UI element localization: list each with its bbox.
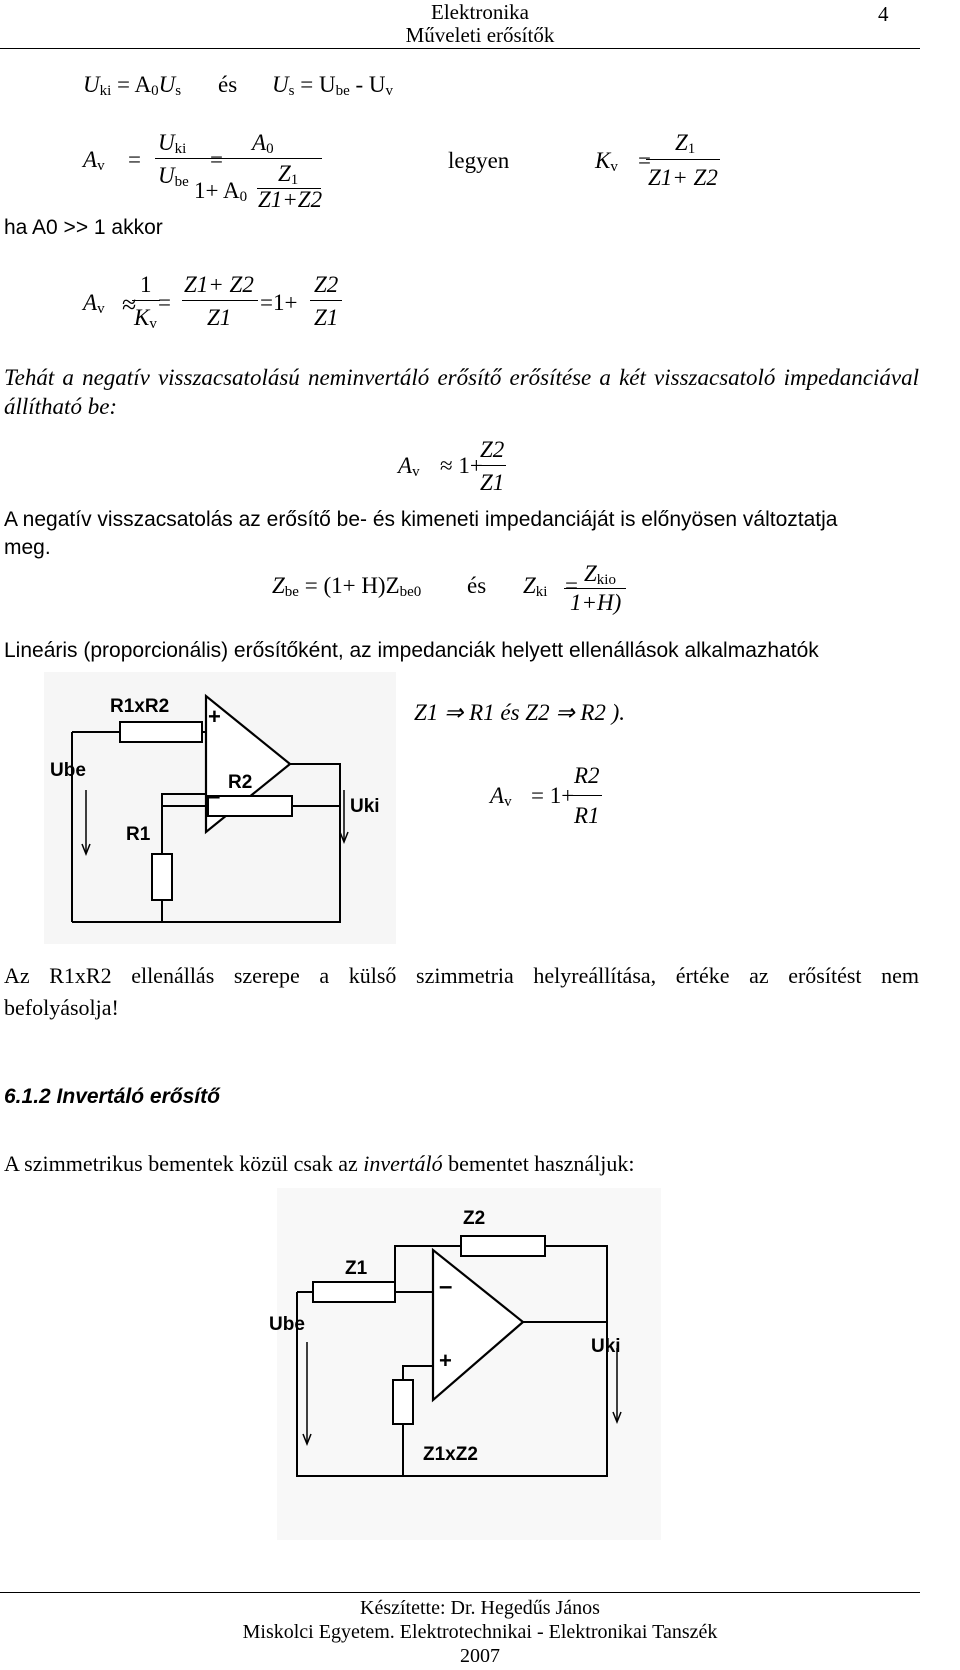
footer-institution: Miskolci Egyetem. Elektrotechnikai - Elektronikai Tanszék	[242, 1621, 718, 1643]
eq-av2-numerator: Z2	[480, 437, 505, 462]
resistor-r1xr2	[120, 722, 202, 742]
impedance-z2	[461, 1236, 545, 1256]
label-uki: Uki	[350, 796, 380, 817]
impedance-z1xz2	[393, 1380, 413, 1424]
page-number: 4	[878, 2, 889, 26]
frac1-denominator: $U_{be}$	[158, 163, 189, 190]
eq-zki-line	[564, 588, 626, 589]
eq-r-denominator: R1	[574, 803, 600, 828]
approx-av: $A_v$	[83, 290, 105, 317]
eq-av2-denominator: Z1	[480, 470, 505, 495]
eq-av2-rhs: ≈ 1+	[440, 453, 483, 478]
equals-sign-1: =	[128, 147, 141, 172]
impedance-z1	[313, 1282, 395, 1302]
eq-z-es: és	[467, 573, 487, 598]
frac2-numerator: $A_0$	[252, 130, 274, 157]
label-r1: R1	[126, 824, 151, 845]
approx-frac2-line	[182, 300, 258, 301]
equation-uki: $U_{ki} = A_0U_s$	[83, 72, 182, 99]
paragraph-gain-summary: Tehát a negatív visszacsatolású neminvertáló erősítő erősítése a két visszacsatoló impedanciával állítható be:	[4, 365, 919, 419]
frac1-numerator: $U_{ki}$	[158, 130, 187, 157]
eq-zki-numerator: $Z_{kio}$	[584, 561, 616, 588]
header-rule	[0, 48, 920, 49]
eq-zki: $Z_{ki}$	[523, 573, 548, 600]
equals-sign-2: =	[210, 147, 223, 172]
eq-r-lhs: $A_v$	[490, 783, 512, 810]
kv-denominator: Z1+ Z2	[648, 165, 718, 190]
paragraph-symmetry-line2: befolyásolja!	[4, 995, 119, 1020]
footer-year: 2007	[460, 1645, 500, 1667]
legyen-word: legyen	[448, 148, 510, 173]
circuit-noninverting	[44, 672, 396, 944]
kv-line	[646, 159, 720, 160]
approx-frac3-numerator: Z2	[314, 272, 339, 297]
approx-symbol: ≈	[122, 290, 137, 319]
label-minus-2: –	[439, 1273, 453, 1300]
frac2-line	[192, 158, 322, 159]
header-subtitle: Műveleti erősítők	[405, 23, 555, 47]
label-minus: –	[207, 783, 221, 810]
circuit-inverting	[269, 1188, 661, 1540]
paragraph-inverting-intro: A szimmetrikus bementek közül csak az invertáló bementet használjuk:	[4, 1151, 635, 1176]
eq-zki-equals: =	[565, 573, 578, 598]
eq-zbe: $Z_{be} = (1+ H)Z_{be0}$	[272, 573, 422, 600]
label-z1: Z1	[345, 1258, 368, 1279]
approx-frac3-denominator: Z1	[314, 305, 339, 330]
header-title: Elektronika	[431, 0, 529, 24]
section-heading: 6.1.2 Invertáló erősítő	[4, 1085, 220, 1108]
frac2-denominator-prefix: $1+ A_0$	[194, 178, 248, 205]
approx-frac2-numerator: Z1+ Z2	[184, 272, 254, 297]
footer-rule	[0, 1592, 920, 1593]
eq-r-rhs: = 1+	[531, 783, 575, 808]
eq-r-line	[570, 795, 602, 796]
eq-zki-denominator: 1+H)	[570, 590, 622, 615]
substitution-text: Z1 ⇒ R1 és Z2 ⇒ R2 ).	[414, 700, 626, 725]
equals-sign-3: =	[158, 290, 171, 315]
resistor-r1	[152, 854, 172, 900]
paragraph-resistors: Lineáris (proporcionális) erősítőként, az impedanciák helyett ellenállások alkalmazhatók	[4, 639, 819, 662]
label-z2: Z2	[463, 1208, 486, 1229]
equation-av: $A_v$	[83, 147, 105, 174]
label-plus: +	[208, 704, 221, 729]
label-z1xz2: Z1xZ2	[423, 1444, 478, 1465]
frac2-inner-denominator: Z1+Z2	[258, 187, 323, 212]
approx-frac1-numerator: 1	[140, 272, 152, 297]
footer-author: Készítette: Dr. Hegedűs János	[360, 1597, 600, 1619]
approx-one-plus: =1+	[260, 290, 298, 315]
approx-frac2-denominator: Z1	[207, 305, 232, 330]
label-r1xr2: R1xR2	[110, 696, 170, 717]
label-uki-2: Uki	[591, 1336, 621, 1357]
label-plus-2: +	[439, 1348, 452, 1373]
equation-es-word: és	[218, 72, 238, 97]
paragraph-impedance-line2: meg.	[4, 536, 51, 559]
eq-av2-line	[476, 465, 506, 466]
kv-numerator: $Z_1$	[675, 130, 696, 157]
eq-r-numerator: R2	[574, 763, 600, 788]
label-ube-2: Ube	[269, 1314, 305, 1335]
eq-av2-lhs: $A_v$	[398, 453, 420, 480]
paragraph-impedance-line1: A negatív visszacsatolás az erősítő be- és kimeneti impedanciáját is előnyösen változtatja	[4, 508, 838, 531]
equation-kv: $K_v$	[595, 148, 618, 175]
frac2-inner-numerator: $Z_1$	[278, 161, 299, 188]
paragraph-symmetry-line1: Az R1xR2 ellenállás szerepe a külső szimmetria helyreállítása, értéke az erősítést nem	[4, 963, 919, 988]
approx-frac1-denominator: $K_v$	[134, 305, 157, 332]
label-r2: R2	[228, 772, 253, 793]
equation-us: $U_s = U_{be} - U_v$	[272, 72, 394, 99]
condition-text: ha A0 >> 1 akkor	[4, 216, 163, 239]
approx-frac3-line	[310, 300, 342, 301]
approx-frac1-line	[132, 300, 160, 301]
equals-sign-kv: =	[638, 148, 651, 173]
resistor-r2	[208, 796, 292, 816]
label-ube: Ube	[50, 760, 86, 781]
